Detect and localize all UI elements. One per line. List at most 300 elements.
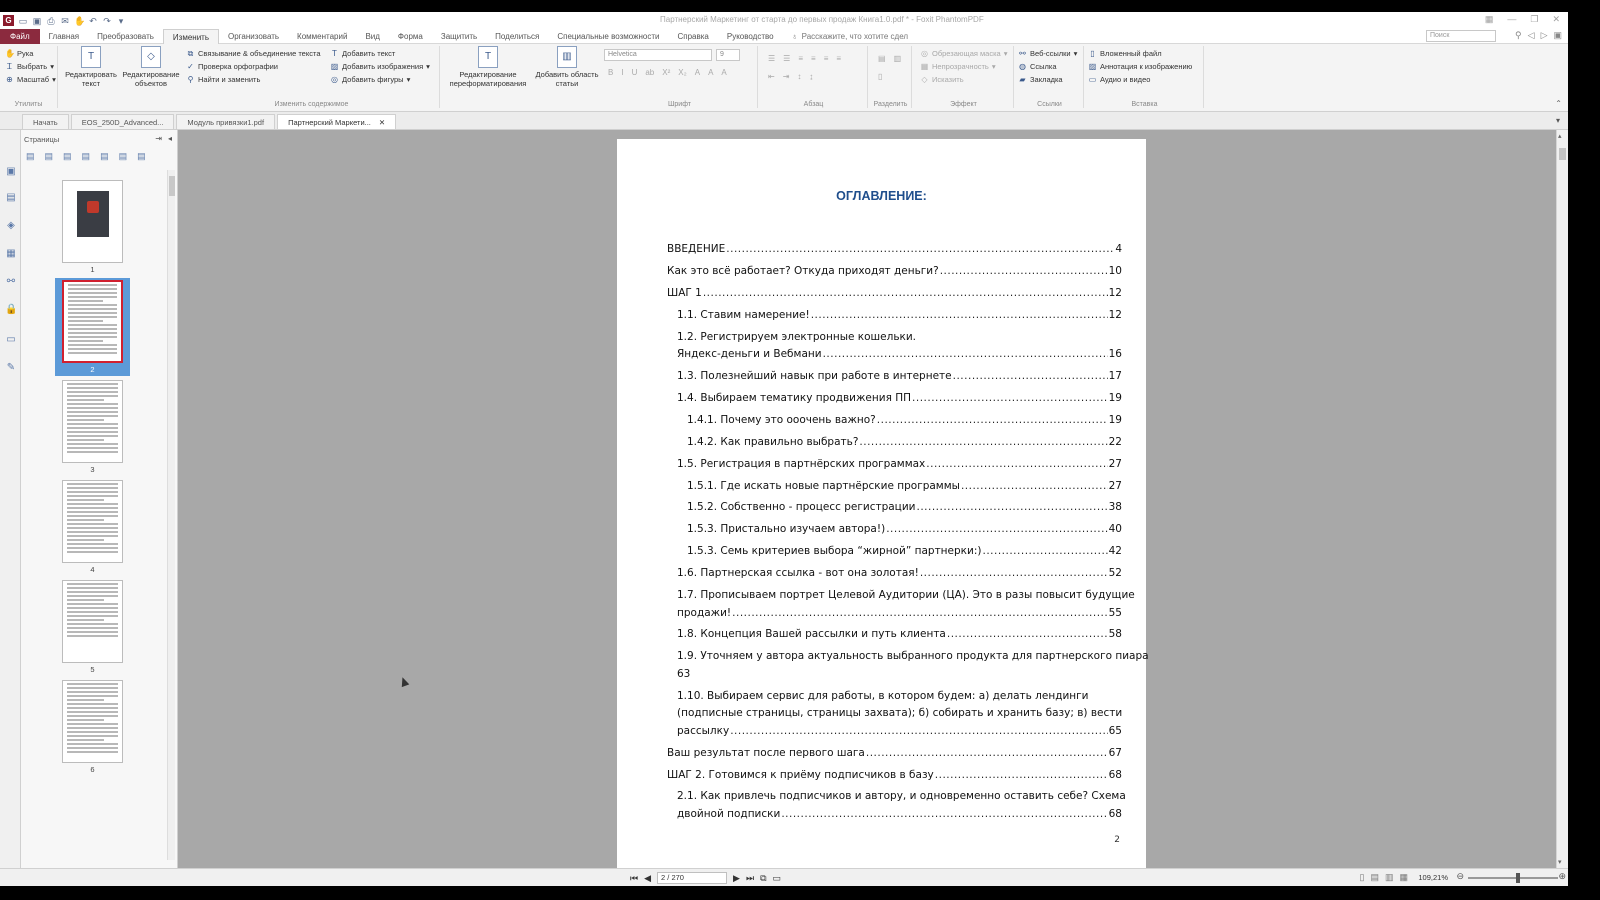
indent-increase-icon[interactable]: ⇥ [782,72,790,81]
distort-icon: ◇ [921,75,928,84]
page-thumbnail[interactable] [55,678,130,776]
toc-entry-line [687,434,1122,452]
clip-mask-icon: ◎ [921,49,928,58]
rotate-right-icon[interactable]: ▤ [81,151,91,161]
close-icon[interactable]: ✕ [1552,14,1560,24]
navigation-icon-bar [0,130,21,868]
spell-check-button[interactable]: ✓ Проверка орфографии [187,62,278,71]
ribbon-toggle-icon[interactable]: ▦ [1484,14,1494,24]
toc-entry[interactable] [677,788,1126,823]
single-page-icon[interactable]: ▯ [1359,872,1365,882]
prev-page-icon[interactable]: ◀ [644,872,652,883]
scroll-up-icon[interactable]: ▴ [1558,133,1562,140]
page-number-input[interactable]: 2 / 270 [657,872,727,884]
tab-view[interactable]: Вид [365,31,380,41]
select-tool-button[interactable]: Ꮖ Выбрать ▾ [6,62,54,71]
pages-panel-toolbar [26,151,146,162]
toc-entry-text: 1.3. Полезнейший навык при работе в интернете [677,370,952,382]
reflow-edit-button[interactable]: T Редактирование переформатирования [444,46,532,88]
toc-entry-text: 1.4.1. Почему это ооочень важно? [687,413,876,426]
page-thumbnail[interactable] [55,178,130,276]
tab-comment[interactable]: Комментарий [297,31,348,41]
toc-leader-dots [947,626,1108,644]
group-label: Изменить содержимое [274,101,349,108]
toc-leader-dots [886,521,1107,539]
add-images-button[interactable]: ▨ Добавить изображения ▾ [330,62,430,71]
toc-leader-dots [961,478,1108,496]
web-links-button[interactable]: ⚯ Веб-ссылки ▾ [1019,49,1078,58]
toc-entry-line [667,263,1122,281]
number-list-icon[interactable]: ☰ [783,54,791,63]
forward-icon[interactable]: ▷ [1540,30,1548,40]
zoom-out-icon[interactable]: ⊖ [1456,871,1464,881]
customize-icon[interactable]: ▾ [118,15,124,26]
tab-share[interactable]: Поделиться [495,31,540,41]
bookmarks-icon[interactable]: ▣ [6,166,16,177]
columns-icon[interactable]: ▯ [878,72,883,81]
bookmark-icon: ▰ [1019,75,1026,84]
quick-access-toolbar [0,15,126,26]
toc-entry-text: 63 [677,667,691,680]
toc-page-number: 10 [1108,264,1122,277]
thumbnail-label: 5 [90,665,95,674]
tab-guide[interactable]: Руководство [726,31,774,41]
group-insert [1086,46,1204,108]
page-navigation [630,872,781,884]
open-icon[interactable]: ▭ [18,15,28,26]
toc-entry-line [677,587,1135,605]
scroll-down-icon[interactable]: ▾ [1558,859,1562,866]
page-thumbnail[interactable] [55,278,130,376]
bookmark-button[interactable]: ▰ Закладка [1019,75,1063,84]
collapse-panel-icon[interactable]: ◂ [167,134,172,143]
thumbnail-image [62,580,123,663]
edit-text-icon: T [81,46,101,68]
toc-entry-line [677,705,1122,723]
group-paragraph [760,46,868,108]
toc-entry[interactable] [677,307,1122,325]
web-link-icon: ⚯ [1019,49,1026,58]
hand-tool-button[interactable]: ✋ Рука [5,49,34,58]
toc-page-number: 38 [1108,501,1122,514]
toc-title: ОГЛАВЛЕНИЕ: [836,189,927,203]
toc-entry-text: 1.1. Ставим намерение! [677,308,810,321]
toc-entry-line [667,241,1122,259]
email-icon[interactable]: ✉ [61,15,69,26]
clip-mask-button[interactable]: ◎ Обрезающая маска ▾ [921,49,1008,58]
toc-page-number: 65 [1108,724,1122,737]
toc-entry[interactable] [687,543,1122,561]
toc-page-number: 68 [1108,807,1122,820]
toc-entry-text: 1.5.3. Пристально изучаем автора!) [687,523,886,536]
toc-entry-line [677,329,1122,347]
toc-page-number: 67 [1108,746,1122,759]
toc-page-number: 12 [1108,308,1122,321]
toc-entry[interactable] [677,456,1122,474]
restore-icon[interactable]: ❐ [1530,14,1539,24]
find-replace-icon: ⚲ [187,75,194,84]
group-label: Шрифт [667,101,692,108]
layers-icon[interactable]: ◈ [7,220,15,231]
search-input[interactable]: Поиск [1426,30,1496,42]
view-mode-icons [1360,872,1409,883]
edit-objects-button[interactable]: ◇ Редактирование объектов [120,46,182,88]
toc-page-number: 52 [1108,567,1122,580]
back-icon[interactable]: ◁ [1527,30,1535,40]
comments-icon[interactable]: ▦ [6,248,16,259]
toc-entry-text: 1.9. Уточняем у автора актуальность выбранного продукта для партнерского пиара [677,650,1149,663]
font-color-icon[interactable]: A [694,68,701,77]
spellcheck-icon: ✓ [187,62,194,71]
toc-entry-line [687,499,1122,517]
tab-edit[interactable]: Изменить [163,29,219,44]
cursor-text-icon: Ꮖ [6,62,13,71]
document-tabs [0,112,1568,130]
attached-file-button[interactable]: ▯ Вложенный файл [1088,49,1162,58]
font-size-select[interactable]: 9 [716,49,740,61]
list-buttons [768,54,841,63]
foxit-logo-icon: G [3,15,14,26]
page-thumbnail[interactable] [55,378,130,476]
add-article-button[interactable]: ▥ Добавить область статьи [534,46,600,88]
pin-icon[interactable]: ⇥ [155,134,162,143]
group-edit-content [184,46,440,108]
toc-leader-dots [935,767,1108,785]
link-icon: ◍ [1019,62,1026,71]
thumbnail-scrollbar[interactable] [167,170,175,860]
tab-form[interactable]: Форма [397,31,423,41]
toc-leader-dots [781,806,1107,824]
distort-button[interactable]: ◇ Исказить [921,75,964,84]
font-format-buttons [608,68,727,77]
superscript-icon[interactable]: X² [662,68,671,77]
menubar-right-icons [1515,30,1562,41]
toc-page-number: 68 [1108,768,1122,781]
window-controls [1485,14,1560,25]
toc-entry-line [677,806,1122,824]
save-icon[interactable]: ▣ [32,15,42,26]
add-text-icon: T [332,49,337,58]
foxit-window [0,12,1568,886]
italic-icon[interactable]: I [621,68,624,77]
delete-page-icon[interactable]: ▤ [44,151,54,161]
underline-icon[interactable]: U [631,68,638,77]
toc-entry[interactable] [667,767,1122,785]
toc-page-number: 16 [1108,348,1122,361]
zoom-in-icon[interactable]: ⊕ [1558,871,1566,881]
minimize-icon[interactable]: — [1507,14,1517,24]
toc-leader-dots [982,543,1107,561]
bullet-list-icon[interactable]: ☰ [768,54,776,63]
thumbnail-label: 1 [90,265,95,274]
toc-entry[interactable] [677,390,1122,408]
group-label: Разделить [873,101,908,108]
toc-entry-line [677,688,1122,706]
toc-page-number: 40 [1108,523,1122,536]
link-button[interactable]: ◍ Ссылка [1019,62,1057,71]
subscript-icon[interactable]: X₂ [678,68,687,77]
toc-entry-text: Яндекс-деньги и Вебмани [677,348,822,361]
facing-icon[interactable]: ▥ [1384,872,1394,882]
toc-entry[interactable] [677,688,1122,741]
toc-leader-dots [726,241,1114,259]
continuous-facing-icon[interactable]: ▦ [1399,872,1408,882]
split-icon[interactable]: ▤ [878,54,886,63]
zoom-slider[interactable] [1468,877,1558,879]
toc-leader-dots [703,285,1108,303]
toc-entry-text: ШАГ 2. Готовимся к приёму подписчиков в базу [667,768,934,781]
page-number-footer: 2 [1114,835,1120,845]
toc-entry-line [677,626,1122,644]
toc-page-number: 19 [1108,391,1122,404]
content-icon[interactable]: ▭ [6,334,16,345]
opacity-icon: ▦ [920,62,929,71]
status-bar [0,868,1568,886]
doc-tab-eos[interactable]: EOS_250D_Advanced... [71,114,175,129]
toc-page-number: 17 [1108,370,1122,382]
redo-icon[interactable]: ↷ [103,15,111,26]
toc-entry-text: продажи! [677,606,732,619]
group-label: Ссылки [1037,101,1062,108]
pdf-page [617,139,1149,868]
group-label: Эффект [950,101,977,108]
doc-tab-start[interactable]: Начать [22,114,69,129]
zoom-tool-button[interactable]: ⊕ Масштаб ▾ [6,75,56,84]
toc-leader-dots [866,745,1108,763]
toc-entry-line [667,745,1122,763]
hand-tool-icon[interactable]: ✋ [74,15,86,26]
thumbnail-label: 3 [90,465,95,474]
group-label: Утилиты [14,101,43,108]
toc-entry-text: 2.1. Как привлечь подписчиков и автору, и одновременно оставить себе? Схема [677,790,1126,803]
toc-entry[interactable] [677,626,1122,644]
toc-entry-text: (подписные страницы, страницы захвата); б) собирать и хранить базу; в) вести [677,707,1123,720]
toc-leader-dots [811,307,1108,325]
indent-decrease-icon[interactable]: ⇤ [768,72,775,81]
toc-leader-dots [877,412,1108,430]
undo-icon[interactable]: ↶ [89,15,97,26]
toc-entry-line [677,368,1122,386]
toc-leader-dots [732,605,1107,623]
toc-entry-text: двойной подписки [677,807,781,820]
scroll-thumb[interactable] [1559,148,1566,160]
panel-controls [155,134,172,143]
font-shrink-icon[interactable]: A [721,68,727,77]
tab-organize[interactable]: Организовать [228,31,280,41]
toc-entry[interactable] [677,587,1135,622]
page-thumbnail[interactable] [55,578,130,676]
group-utilities [0,46,58,108]
align-left-icon[interactable]: ≡ [798,54,804,63]
font-grow-icon[interactable]: A [708,68,714,77]
toc-entry-line [677,723,1122,741]
toc-leader-dots [912,390,1108,408]
pages-icon[interactable]: ▤ [6,192,16,203]
toc-entry-text: 1.8. Концепция Вашей рассылки и путь клиента [677,628,946,641]
toc-entry[interactable] [677,648,1149,683]
toc-entry[interactable] [677,329,1122,364]
audio-video-button[interactable]: ▭ Аудио и видео [1088,75,1151,84]
toc-leader-dots [823,346,1108,364]
toc-leader-dots [920,565,1108,583]
add-image-icon: ▨ [330,62,339,71]
tab-help[interactable]: Справка [677,31,709,41]
attachments-icon[interactable]: ⚯ [6,276,16,287]
tell-me-box[interactable] [783,29,917,44]
link-join-icon: ⧉ [187,49,194,58]
toc-page-number: 58 [1108,628,1122,641]
toc-entry-text: Как это всё работает? Откуда приходят деньги? [667,264,939,277]
toc-leader-dots [916,499,1107,517]
toc-entry-text: 1.2. Регистрируем электронные кошельки. [677,330,917,343]
indent-buttons [768,72,813,81]
toc-leader-dots [859,434,1107,452]
page-thumbnail[interactable] [55,478,130,576]
insert-page-icon[interactable]: ▤ [26,151,35,161]
toc-entry-text: 1.7. Прописываем портрет Целевой Аудитории (ЦА). Это в разы повысит будущие [677,589,1135,601]
thumbnail-image [62,180,123,263]
toc-entry-text: 1.6. Партнерская ссылка - вот она золотая! [677,567,919,580]
window-title: Партнерский Маркетинг от старта до первых продаж Книга1.0.pdf * - Foxit PhantomPDF [660,15,984,24]
doc-tab-partner[interactable]: Партнерский Маркети... ✕ [277,114,396,129]
group-effect [914,46,1014,108]
toc-entry-text: Ваш результат после первого шага [667,746,865,759]
toc-entry-text: ШАГ 1 [667,286,702,299]
zoom-icon: ⊕ [6,75,13,84]
line-spacing-icon[interactable]: ↨ [809,72,814,81]
merge-icon[interactable]: ▥ [893,54,902,63]
zoom-slider-knob[interactable] [1516,873,1520,883]
toc-leader-dots [926,456,1107,474]
toc-entry-line [677,788,1126,806]
toc-entry[interactable] [687,434,1122,452]
add-shapes-icon: ◎ [331,75,338,84]
first-page-icon[interactable]: ⏮ [630,872,639,883]
split-buttons [878,54,901,63]
tab-convert[interactable]: Преобразовать [97,31,154,41]
next-page-icon[interactable]: ▶ [733,872,740,883]
tab-home[interactable]: Главная [48,31,80,41]
justify-icon[interactable]: ≡ [836,54,842,63]
hand-icon: ✋ [5,49,15,58]
rotate-left-icon[interactable]: ▤ [63,151,72,161]
add-shapes-button[interactable]: ◎ Добавить фигуры ▾ [331,75,411,84]
doc-tab-module[interactable]: Модуль привязки1.pdf [176,114,275,129]
toc-page-number: 27 [1108,479,1122,492]
toc-entry[interactable] [667,745,1122,763]
image-annotation-button[interactable]: ▨ Аннотация к изображению [1088,62,1193,71]
options-icon[interactable]: ▤ [137,151,146,161]
pages-panel [21,130,178,868]
toc-entry-text: 1.5.3. Семь критериев выбора “жирной” партнерки:) [687,545,982,558]
find-replace-button[interactable]: ⚲ Найти и заменить [187,75,261,84]
toc-page-number: 19 [1108,413,1122,426]
extract-page-icon[interactable]: ▤ [100,151,109,161]
toc-entry-line [677,390,1122,408]
document-view[interactable] [178,130,1556,868]
toc-entry-line [677,565,1122,583]
print-icon[interactable]: ⎙ [47,15,55,26]
signature-icon[interactable]: ✎ [6,362,16,373]
toc-entry-line [677,648,1149,666]
bold-icon[interactable]: B [608,68,614,77]
edit-text-button[interactable]: T Редактировать текст [62,46,120,88]
toc-page-number: 55 [1108,606,1122,619]
toc-entry-text: 1.5. Регистрация в партнёрских программах [677,457,926,470]
last-page-icon[interactable]: ⏭ [745,872,755,883]
tab-accessibility[interactable]: Специальные возможности [557,31,660,41]
toc-page-number: 27 [1108,457,1122,470]
toc-entry-text: 1.4. Выбираем тематику продвижения ПП [677,391,912,404]
image-annotation-icon: ▨ [1088,62,1097,71]
audio-video-icon: ▭ [1088,75,1097,84]
align-right-icon[interactable]: ≡ [823,54,829,63]
thumbnail-image [62,480,123,563]
toc-leader-dots [940,263,1108,281]
link-join-text-button[interactable]: ⧉ Связывание & объединение текста [187,49,321,58]
group-label: Абзац [803,101,824,108]
toc-entry-text: рассылку [677,724,730,737]
ribbon [0,44,1568,112]
close-tab-icon[interactable]: ✕ [378,118,386,127]
font-name-select[interactable]: Helvetica [604,49,712,61]
toc-entry[interactable] [687,478,1122,496]
zoom-level[interactable]: 109,21% [1418,873,1448,882]
opacity-button[interactable]: ▦ Непрозрачность ▾ [920,62,996,71]
align-center-icon[interactable]: ≡ [811,54,816,63]
toc-entry-line [677,666,1122,684]
tab-protect[interactable]: Защитить [440,31,478,41]
toc-entry-line [667,285,1122,303]
strike-icon[interactable]: ab [645,68,655,77]
scroll-thumb[interactable] [169,176,175,196]
mouse-cursor-icon [399,676,410,687]
toc-entry[interactable] [687,412,1122,430]
replace-page-icon[interactable]: ▤ [118,151,128,161]
toc-entry[interactable] [677,565,1122,583]
thumbnail-image [62,680,123,763]
tab-list-icon[interactable]: ▾ [1555,116,1560,125]
collapse-ribbon-icon[interactable]: ⌃ [1555,99,1562,108]
toc-entry[interactable] [667,263,1122,281]
account-icon[interactable]: ▣ [1553,30,1562,40]
copy-page-icon[interactable]: ⧉ [760,872,767,883]
view-icon[interactable]: ▭ [772,872,782,883]
title-bar [0,12,1568,29]
toc-page-number: 22 [1108,435,1122,448]
thumbnail-label: 4 [90,565,95,574]
attach-file-icon: ▯ [1090,49,1095,58]
spacing-icon[interactable]: ↕ [797,72,802,81]
toc-entry[interactable] [667,241,1122,259]
add-text-button[interactable]: T Добавить текст [330,49,395,58]
toc-entry[interactable] [687,521,1122,539]
toc-entry-line [687,521,1122,539]
tab-file[interactable]: Файл [0,29,40,44]
security-icon[interactable]: 🔒 [5,304,18,315]
toc-entry-line [677,456,1122,474]
document-scrollbar[interactable] [1556,130,1568,868]
toc-entry[interactable] [677,368,1122,386]
group-links [1016,46,1084,108]
continuous-icon[interactable]: ▤ [1370,872,1379,882]
toc-entry-line [677,346,1122,364]
thumbnail-label: 2 [90,365,95,374]
toc-entry[interactable] [667,285,1122,303]
search-icon[interactable]: ⚲ [1515,30,1522,40]
toc-entry-text: 1.5.1. Где искать новые партнёрские программы [687,479,960,492]
toc-entry[interactable] [687,499,1122,517]
